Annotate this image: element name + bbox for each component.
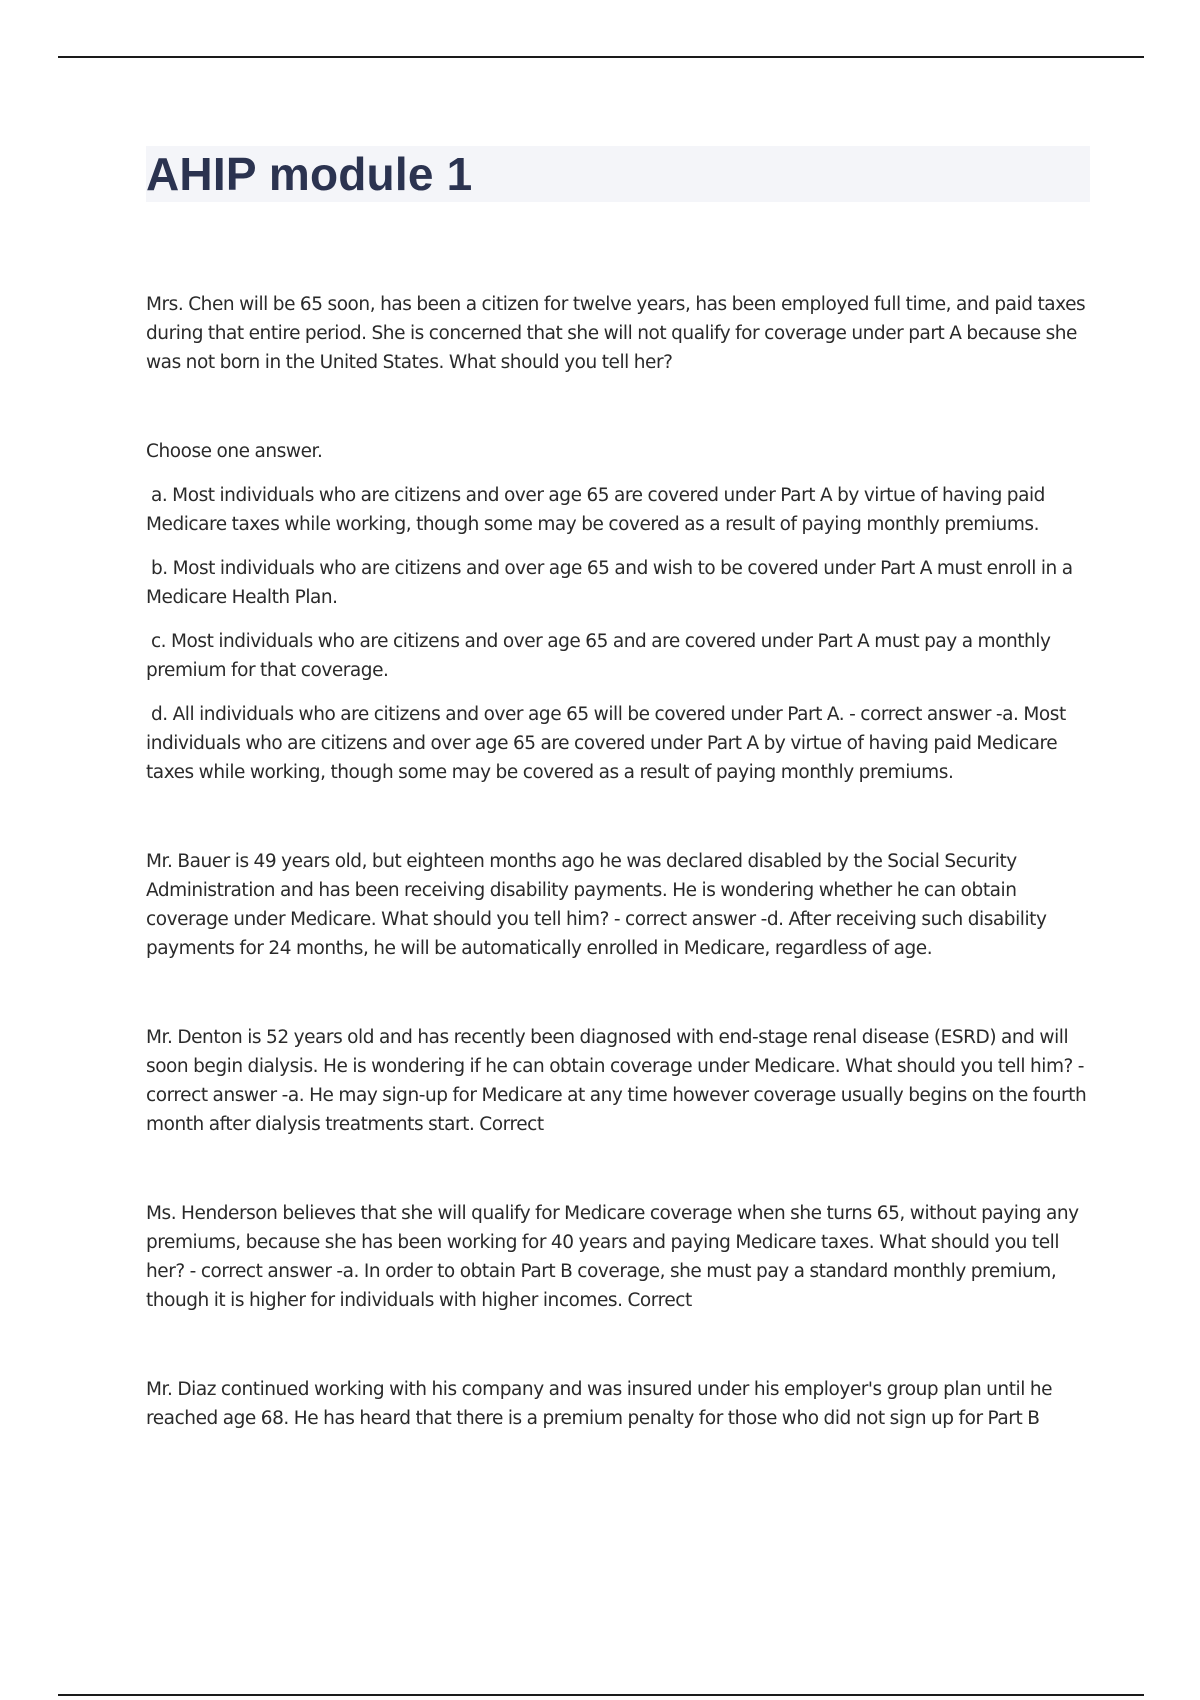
document-body	[146, 290, 1090, 1433]
bottom-rule	[58, 1694, 1144, 1696]
choose-instruction: Choose one answer.	[146, 441, 323, 462]
answer-option-b: b. Most individuals who are citizens and over age 65 and wish to be covered under Part A must enroll in a Medicare Health Plan.	[146, 558, 1078, 608]
page-title: AHIP module 1	[146, 148, 473, 200]
question-mrs-chen: Mrs. Chen will be 65 soon, has been a citizen for twelve years, has been employed full time, and paid taxes during that entire period. She is concerned that she will not qualify for coverage under part A because she was not born in the United States. What should you tell her?	[146, 294, 1086, 373]
question-mr-bauer: Mr. Bauer is 49 years old, but eighteen months ago he was declared disabled by the Social Security Administration and has been receiving disability payments. He is wondering whether he can obtain coverage under Medicare. What should you tell him? - correct answer -d. After receiving such disability payments for 24 months, he will be automatically enrolled in Medicare, regardless of age.	[146, 851, 1047, 959]
question-mr-denton: Mr. Denton is 52 years old and has recently been diagnosed with end-stage renal disease (ESRD) and will soon begin dialysis. He is wondering if he can obtain coverage under Medicare. What should you tell him? - correct answer -a. He may sign-up for Medicare at any time however coverage usually begins on the fourth month after dialysis treatments start. Correct	[146, 1027, 1087, 1135]
answer-option-c: c. Most individuals who are citizens and over age 65 and are covered under Part A must pay a monthly premium for that coverage.	[146, 631, 1056, 681]
question-ms-henderson: Ms. Henderson believes that she will qualify for Medicare coverage when she turns 65, without paying any premiums, because she has been working for 40 years and paying Medicare taxes. What should you tell her? - correct answer -a. In order to obtain Part B coverage, she must pay a standard monthly premium, though it is higher for individuals with higher incomes. Correct	[146, 1203, 1079, 1311]
answer-option-d: d. All individuals who are citizens and over age 65 will be covered under Part A. - correct answer -a. Most individuals who are citizens and over age 65 are covered under Part A by virtue of having paid Medicare taxes while working, though some may be covered as a result of paying monthly premiums.	[146, 704, 1071, 783]
question-mr-diaz: Mr. Diaz continued working with his company and was insured under his employer's group plan until he reached age 68. He has heard that there is a premium penalty for those who did not sign up for Part B	[146, 1379, 1053, 1429]
top-rule	[58, 56, 1144, 58]
answer-option-a: a. Most individuals who are citizens and over age 65 are covered under Part A by virtue of having paid Medicare taxes while working, though some may be covered as a result of paying monthly premiums.	[146, 485, 1050, 535]
